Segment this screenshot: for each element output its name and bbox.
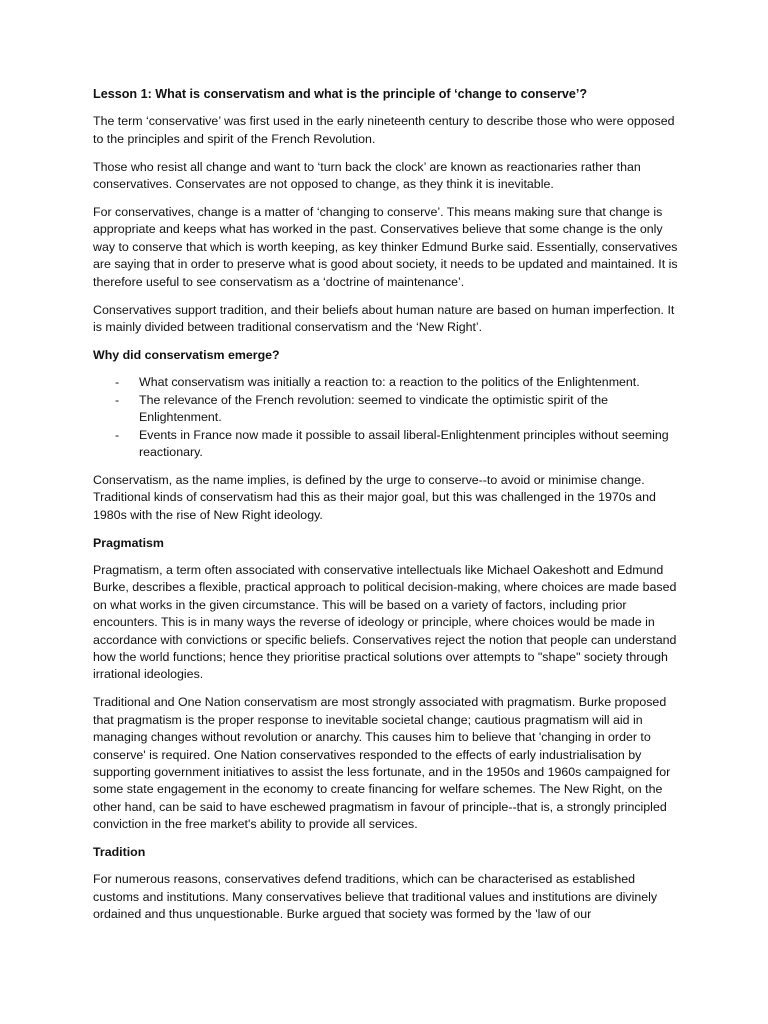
document-page — [93, 86, 678, 934]
bullet-dash: - — [115, 375, 120, 390]
intro-paragraph-4: Conservatives support tradition, and their beliefs about human nature are based on human imperfection. It is mainly divided between traditional conservatism and the ‘New Right’. — [93, 302, 675, 334]
bullet-text: What conservatism was initially a reaction to: a reaction to the politics of the Enlightenment. — [139, 375, 640, 390]
pragmatism-paragraph-2: Traditional and One Nation conservatism are most strongly associated with pragmatism. Burke proposed that pragmatism is the proper response to inevitable societal change; cautious pragmatism will aid in managing changes without revolution or anarchy. This causes him to believe that 'changing in order to conserve' is required. One Nation conservatives responded to the effects of early industrialisation by supporting government initiatives to assist the less fortunate, and in the 1950s and 1960s campaigned for some state engagement in the economy to create financing for welfare schemes. The New Right, on the other hand, can be said to have eschewed pragmatism in favour of principle--that is, a strongly principled conviction in the free market's ability to provide all services. — [93, 695, 671, 832]
intro-paragraph-2: Those who resist all change and want to ‘turn back the clock’ are known as reactionaries rather than conservatives. Conservates are not opposed to change, as they think it is inevitable. — [93, 159, 641, 192]
tradition-paragraph: For numerous reasons, conservatives defend traditions, which can be characterised as established customs and institutions. Many conservatives believe that traditional values and institutions are divinely ordained and thus unquestionable. Burke argued that society was formed by the 'law of our — [93, 872, 658, 922]
bullet-dash: - — [115, 392, 120, 407]
list-item — [93, 374, 678, 391]
intro-paragraph-3: For conservatives, change is a matter of ‘changing to conserve’. This means making sure that change is appropriate and keeps what has worked in the past. Conservatives believe that some change is the only way to conserve that which is worth keeping, as key thinker Edmund Burke said. Essentially, conservatives are saying that in order to preserve what is good about society, it needs to be updated and maintained. It is therefore useful to see conservatism as a ‘doctrine of maintenance’. — [93, 205, 678, 289]
list-item — [93, 392, 678, 427]
bullet-dash: - — [115, 427, 120, 442]
pragmatism-paragraph-1: Pragmatism, a term often associated with conservative intellectuals like Michael Oakeshott and Edmund Burke, describes a flexible, practical approach to political decision-making, where choices are made based on what works in the given circumstance. This will be based on a variety of factors, including prior encounters. This is in many ways the reverse of ideology or principle, where choices would be made in accordance with convictions or specific beliefs. Conservatives reject the notion that people can understand how the world functions; hence they prioritise practical solutions over attempts to "shape" society through irrational ideologies. — [93, 562, 677, 682]
emerge-bullet-list — [93, 374, 678, 461]
emerge-heading: Why did conservatism emerge? — [93, 347, 280, 362]
list-item — [93, 427, 678, 462]
emerge-paragraph: Conservatism, as the name implies, is defined by the urge to conserve--to avoid or minimise change. Traditional kinds of conservatism had this as their major goal, but this was challenged in the 1970s and 1980s with the rise of New Right ideology. — [93, 472, 656, 522]
lesson-title: Lesson 1: What is conservatism and what is the principle of ‘change to conserve’? — [93, 87, 588, 101]
pragmatism-heading: Pragmatism — [93, 535, 164, 550]
tradition-heading: Tradition — [93, 845, 146, 860]
intro-paragraph-1: The term ‘conservative’ was first used in the early nineteenth century to describe those who were opposed to the principles and spirit of the French Revolution. — [93, 114, 675, 146]
bullet-text: Events in France now made it possible to assail liberal-Enlightenment principles without seeming reactionary. — [139, 427, 669, 459]
bullet-text: The relevance of the French revolution: seemed to vindicate the optimistic spirit of the Enlightenment. — [139, 392, 609, 425]
